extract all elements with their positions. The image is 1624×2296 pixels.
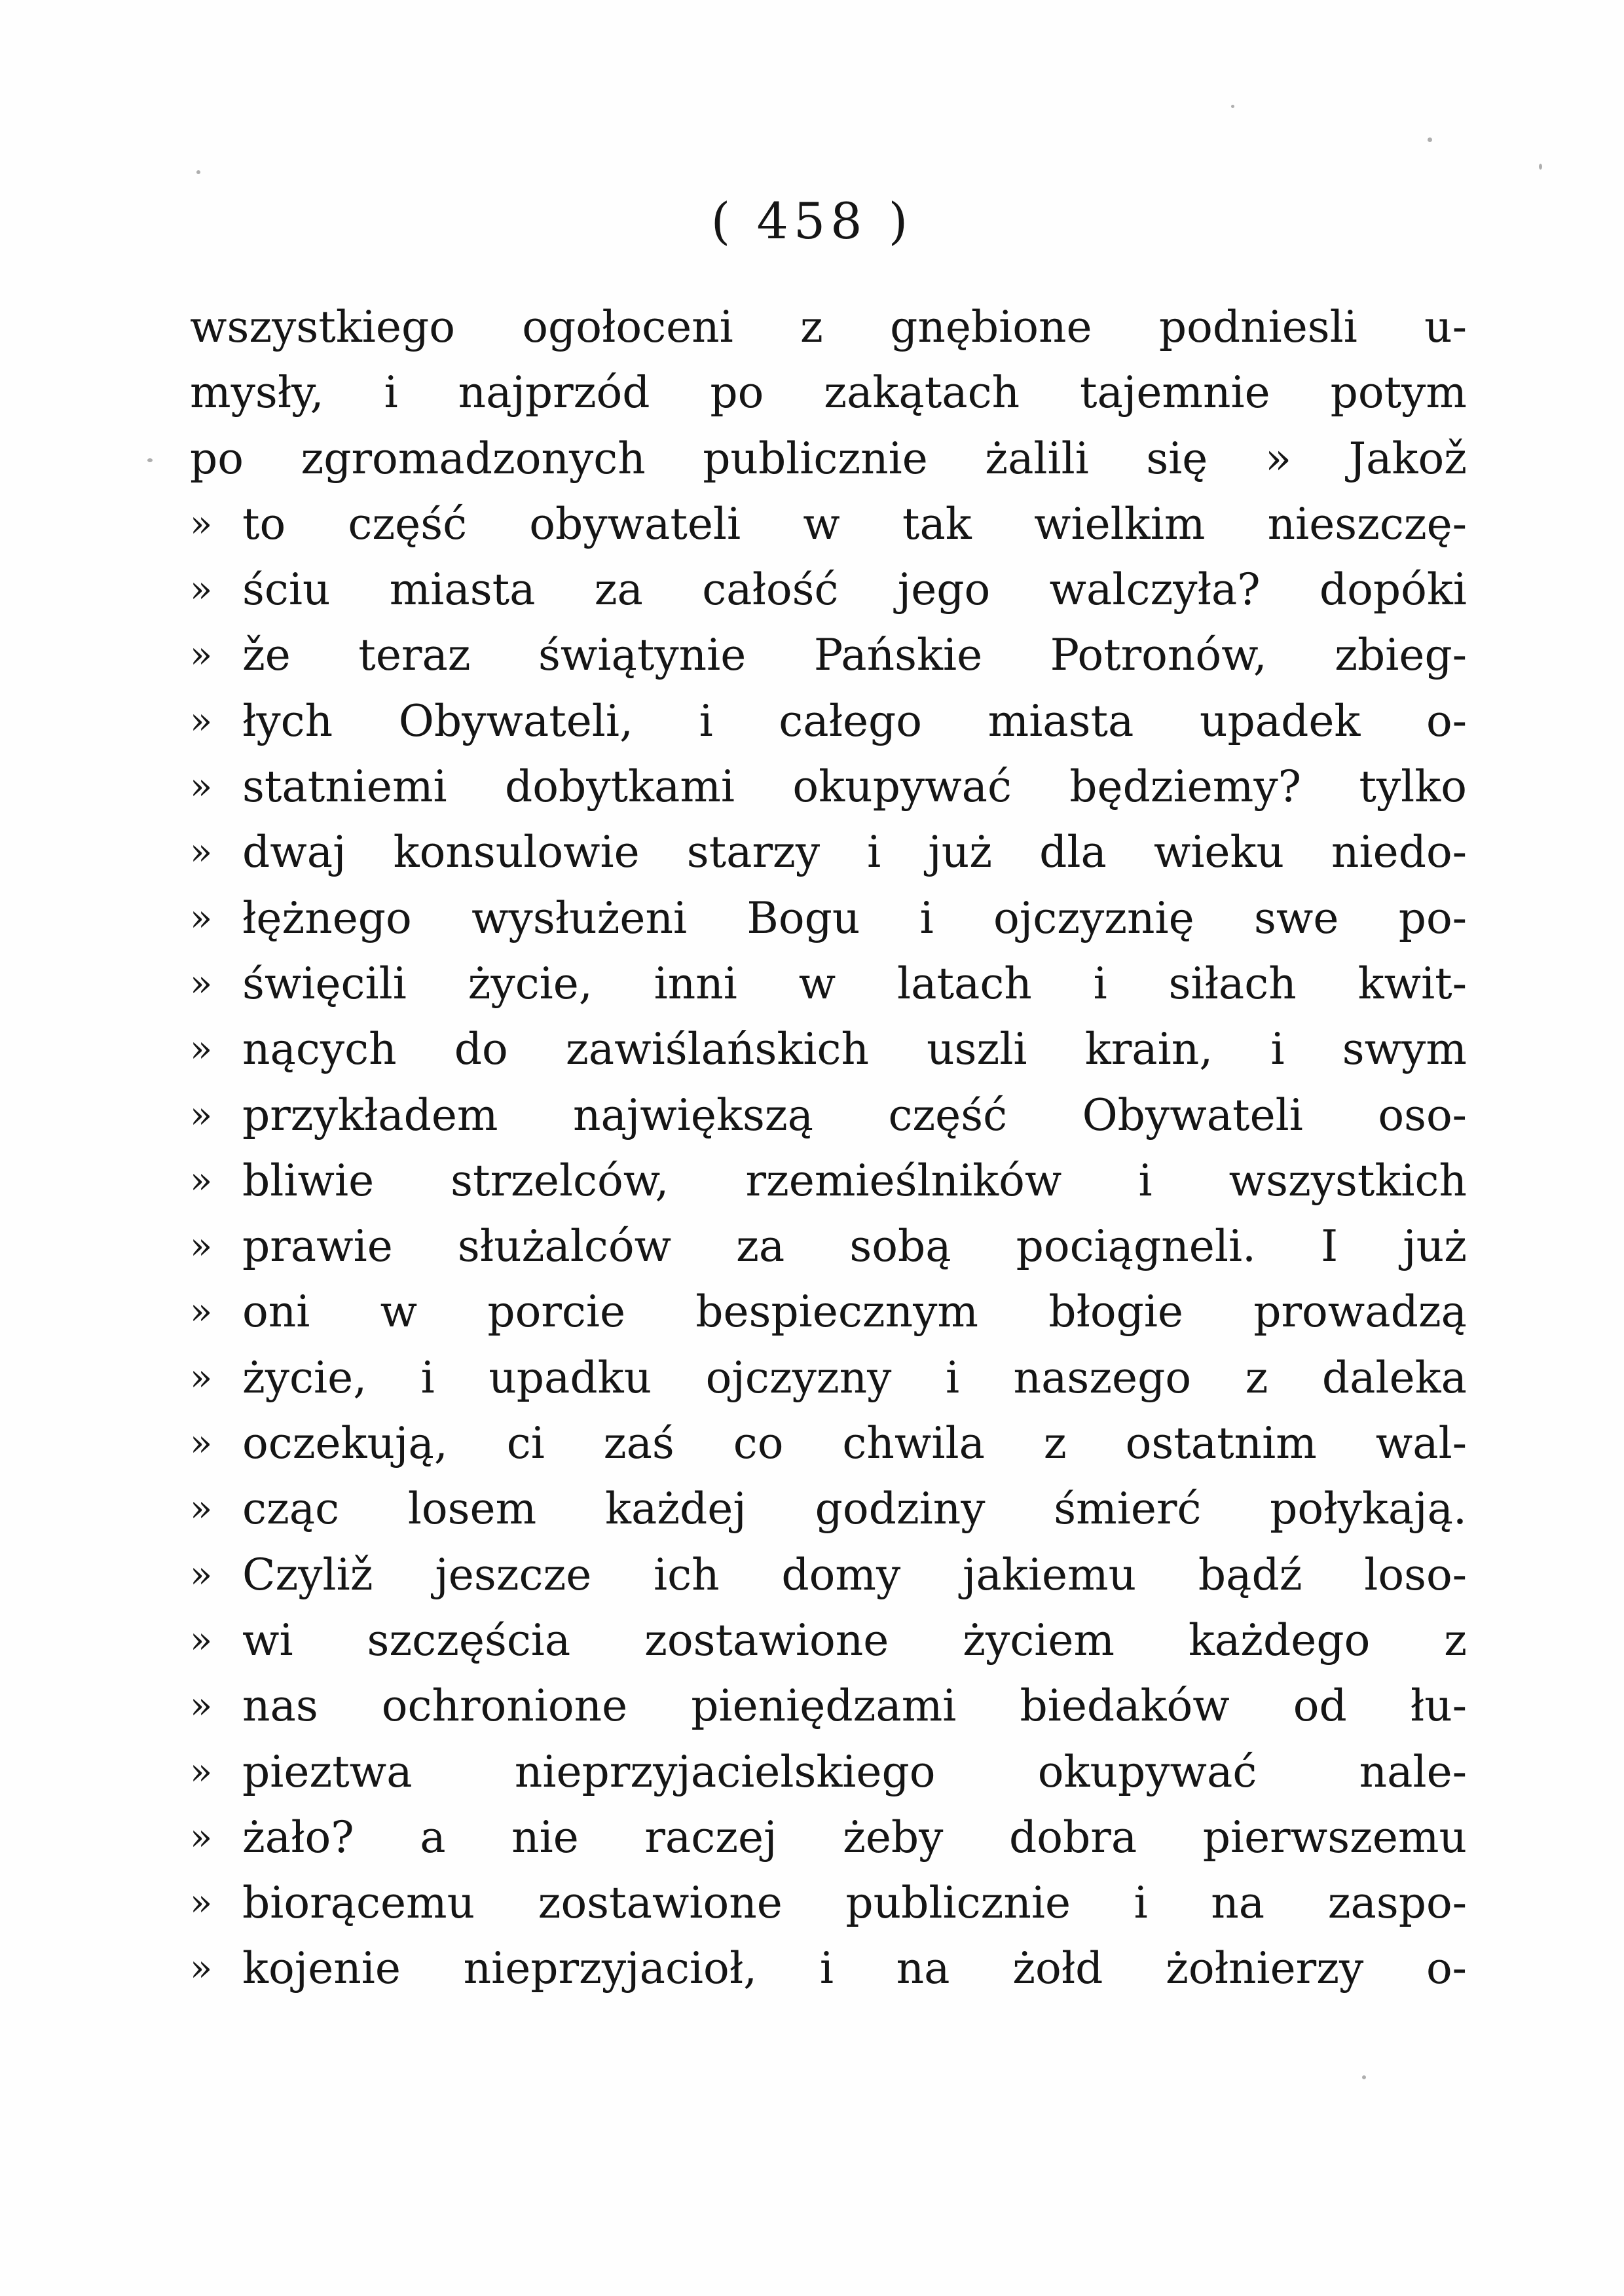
quotation-mark: »	[190, 1685, 213, 1728]
quotation-mark: »	[190, 1225, 213, 1268]
scan-speck	[1362, 2075, 1366, 2079]
text-line	[190, 295, 1467, 360]
line-text: życie, i upadku ojczyzny i naszego z daleka	[242, 1352, 1467, 1403]
text-line	[190, 1673, 1467, 1739]
quotation-mark: »	[190, 1553, 213, 1596]
text-line	[190, 1608, 1467, 1673]
quotation-mark: »	[190, 962, 213, 1005]
quotation-mark: »	[190, 502, 213, 545]
line-text: przykładem największą część Obywateli oso-	[242, 1089, 1467, 1140]
page-number: ( 458 )	[710, 192, 913, 250]
text-line	[190, 360, 1467, 426]
quotation-mark: »	[190, 1028, 213, 1071]
line-text: nas ochronione pieniędzami biedaków od łu-	[242, 1681, 1467, 1732]
line-text: oni w porcie bespiecznym błogie prowadzą	[242, 1286, 1467, 1338]
text-line	[190, 1740, 1467, 1805]
line-text: łężnego wysłużeni Bogu i ojczyznię swe po-	[242, 892, 1467, 943]
text-line	[190, 1148, 1467, 1214]
quotation-mark: »	[190, 1487, 213, 1531]
text-line	[190, 1476, 1467, 1542]
line-text: pieztwa nieprzyjacielskiego okupywać nale-	[242, 1746, 1467, 1797]
line-text: po zgromadzonych publicznie żalili się » Jakož	[190, 433, 1467, 484]
text-line	[190, 1279, 1467, 1345]
text-line	[190, 886, 1467, 951]
scan-speck	[1231, 105, 1234, 108]
text-line	[190, 754, 1467, 820]
text-line	[190, 1083, 1467, 1148]
text-line	[190, 1017, 1467, 1082]
scan-speck	[1428, 137, 1432, 142]
quotation-mark: »	[190, 1618, 213, 1662]
line-text: wi szczęścia zostawione życiem każdego z	[242, 1614, 1467, 1666]
quotation-mark: »	[190, 1815, 213, 1859]
line-text: Czyliž jeszcze ich domy jakiemu bądź loso-	[242, 1549, 1467, 1600]
quotation-mark: »	[190, 765, 213, 809]
text-line	[190, 1805, 1467, 1870]
quotation-mark: »	[190, 1356, 213, 1399]
quotation-mark: »	[190, 568, 213, 611]
quotation-mark: »	[190, 1093, 213, 1137]
text-line	[190, 426, 1467, 492]
quotation-mark: »	[190, 1159, 213, 1202]
line-text: biorącemu zostawione publicznie i na zaspo-	[242, 1878, 1467, 1929]
quotation-mark: »	[190, 634, 213, 677]
quotation-mark: »	[190, 699, 213, 742]
text-line	[190, 951, 1467, 1017]
line-text: oczekują, ci zaś co chwila z ostatnim wal-	[242, 1418, 1467, 1469]
quotation-mark: »	[190, 1750, 213, 1793]
quotation-mark: »	[190, 896, 213, 939]
line-text: kojenie nieprzyjacioł, i na żołd żołnierzy o-	[242, 1943, 1467, 1994]
text-line	[190, 820, 1467, 885]
text-line	[190, 1345, 1467, 1411]
scan-speck	[1539, 164, 1542, 170]
quotation-mark: »	[190, 1290, 213, 1334]
scan-speck	[147, 458, 153, 462]
scan-speck	[196, 170, 200, 174]
line-text: dwaj konsulowie starzy i już dla wieku niedo-	[242, 827, 1467, 878]
line-text: łych Obywateli, i całego miasta upadek o-	[242, 695, 1467, 746]
line-text: wszystkiego ogołoceni z gnębione podniesli u-	[190, 302, 1467, 352]
text-line	[190, 557, 1467, 623]
text-line	[190, 1214, 1467, 1279]
quotation-mark: »	[190, 831, 213, 874]
quotation-mark: »	[190, 1947, 213, 1990]
line-text: nących do zawiślańskich uszli krain, i swym	[242, 1024, 1467, 1075]
text-line	[190, 1411, 1467, 1476]
text-line	[190, 1542, 1467, 1608]
text-line	[190, 492, 1467, 557]
line-text: prawie służalców za sobą pociągneli. I już	[242, 1221, 1467, 1272]
text-line	[190, 623, 1467, 688]
line-text: bliwie strzelców, rzemieślników i wszystkich	[242, 1155, 1467, 1206]
line-text: statniemi dobytkami okupywać będziemy? tylko	[242, 761, 1467, 812]
line-text: żało? a nie raczej żeby dobra pierwszemu	[242, 1812, 1467, 1863]
line-text: cząc losem każdej godziny śmierć połykają.	[242, 1484, 1467, 1535]
line-text: ściu miasta za całość jego walczyła? dopóki	[242, 564, 1467, 615]
line-text: święcili życie, inni w latach i siłach kwit-	[242, 958, 1467, 1009]
quotation-mark: »	[190, 1882, 213, 1925]
body-text	[190, 295, 1467, 2002]
line-text: mysły, i najprzód po zakątach tajemnie potym	[190, 367, 1467, 418]
line-text: že teraz świątynie Pańskie Potronów, zbieg-	[242, 630, 1467, 681]
text-line	[190, 689, 1467, 754]
quotation-mark: »	[190, 1422, 213, 1465]
line-text: to część obywateli w tak wielkim nieszczę-	[242, 498, 1467, 549]
text-line	[190, 1936, 1467, 2001]
text-line	[190, 1870, 1467, 1936]
